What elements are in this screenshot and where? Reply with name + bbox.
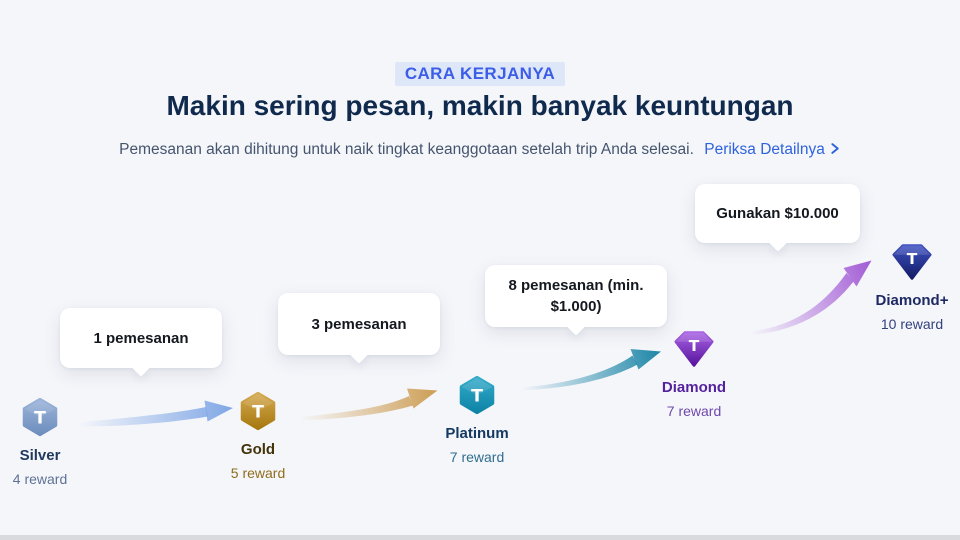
badge-letter: T <box>688 336 700 355</box>
tier-name: Platinum <box>445 425 509 442</box>
platinum-badge-icon <box>457 375 497 415</box>
tooltip-text: 1 pemesanan <box>93 329 189 347</box>
page-title: Makin sering pesan, makin banyak keuntungan <box>166 90 794 121</box>
tier-name: Silver <box>19 447 61 464</box>
arrow-platinum-to-diamond <box>520 349 661 391</box>
arrow-diamond-to-diamondplus <box>748 261 872 336</box>
tier-name: Diamond+ <box>875 292 949 309</box>
tier-reward: 4 reward <box>12 471 68 487</box>
tier-reward: 7 reward <box>666 403 722 419</box>
tooltip-text: 8 pemesanan (min. $1.000) <box>508 277 644 315</box>
tooltip-text: 3 pemesanan <box>311 315 407 333</box>
page-subtitle: Pemesanan akan dihitung untuk naik tingkat keanggotaan setelah trip Anda selesai. <box>119 141 694 158</box>
tier-reward: 10 reward <box>880 316 944 332</box>
detail-link[interactable]: Periksa Detailnya <box>704 141 825 158</box>
badge-letter: T <box>471 386 483 407</box>
tier-diamond-plus <box>862 242 960 332</box>
tier-silver <box>0 397 82 487</box>
arrow-silver-to-gold <box>78 401 233 427</box>
badge-letter: T <box>906 249 918 268</box>
diamond-badge-icon <box>672 329 716 369</box>
diamond-plus-badge-icon <box>890 242 934 282</box>
badge-letter: T <box>34 408 46 429</box>
eyebrow-badge: CARA KERJANYA <box>395 62 565 86</box>
tier-reward: 7 reward <box>449 449 505 465</box>
tooltip-diamond-to-diamondplus <box>695 184 860 243</box>
tooltip-silver-to-gold <box>60 308 222 368</box>
gold-badge-icon <box>238 391 278 431</box>
tier-gold <box>213 391 303 481</box>
tier-name: Diamond <box>661 379 727 396</box>
arrow-gold-to-platinum <box>300 389 438 421</box>
tier-diamond <box>644 329 744 419</box>
tooltip-text: Gunakan $10.000 <box>716 205 839 222</box>
tier-platinum <box>427 375 527 465</box>
silver-badge-icon <box>20 397 60 437</box>
tooltip-platinum-to-diamond <box>485 265 667 327</box>
badge-letter: T <box>252 402 264 423</box>
tier-name: Gold <box>240 441 276 458</box>
tooltip-gold-to-platinum <box>278 293 440 355</box>
tier-reward: 5 reward <box>230 465 286 481</box>
